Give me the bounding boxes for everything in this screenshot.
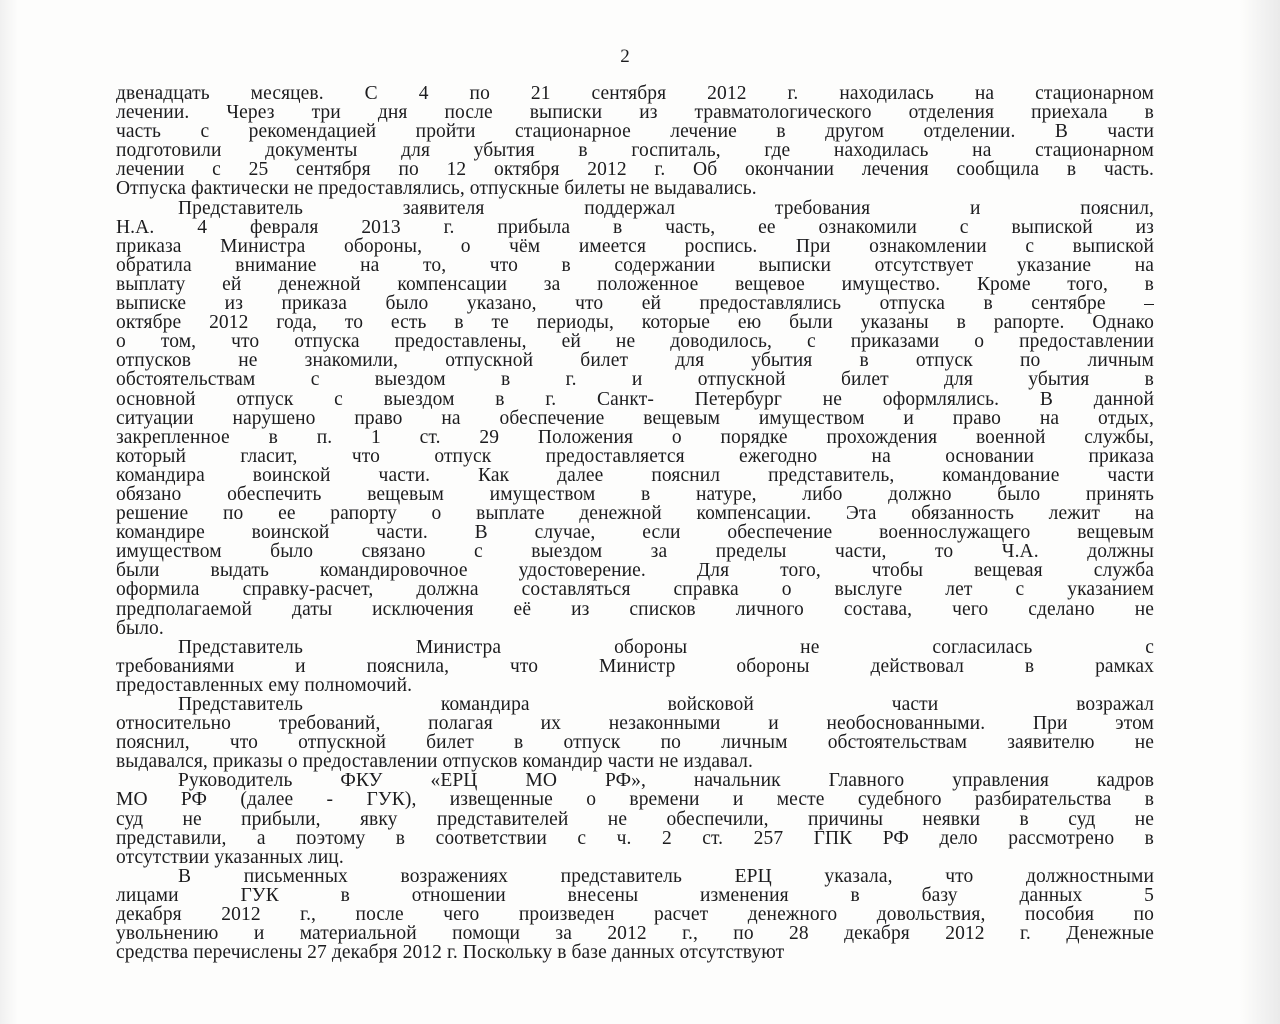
text-line [116, 867, 1154, 886]
text-line [116, 84, 1154, 103]
text-line [116, 561, 1154, 580]
text-line [116, 886, 1154, 905]
text-line [116, 103, 1154, 122]
line-text: Представитель Министра обороны не согласилась с [178, 636, 1154, 658]
line-text: двенадцать месяцев. С 4 по 21 сентября 2012 г. находилась на стационарном [116, 83, 1154, 104]
text-line [116, 428, 1154, 447]
line-text: средства перечислены 27 декабря 2012 г. Поскольку в базе данных отсутствуют [116, 942, 785, 964]
line-text: который гласит, что отпуск предоставляется ежегодно на основании приказа [116, 445, 1154, 467]
text-line [116, 370, 1154, 389]
line-text: декабря 2012 г., после чего произведен расчет денежного довольствия, пособия по [116, 904, 1154, 926]
line-text: предоставленных ему полномочий. [116, 674, 413, 696]
line-text: имуществом было связано с выездом за пределы части, то Ч.А. должны [116, 541, 1154, 563]
line-text: было. [116, 617, 164, 639]
text-line [116, 810, 1154, 829]
line-text: В письменных возражениях представитель ЕРЦ указала, что должностными [178, 865, 1154, 887]
text-line [116, 580, 1154, 599]
line-text: лечении с 25 сентября по 12 октября 2012 г. Об окончании лечения сообщила в часть. [116, 159, 1154, 181]
text-line [116, 905, 1154, 924]
text-line [116, 542, 1154, 561]
line-text: о том, что отпуска предоставлены, ей не доводилось, с приказами о предоставлении [116, 331, 1154, 353]
text-line [116, 199, 1154, 218]
text-line [116, 676, 1154, 695]
text-line [116, 218, 1154, 237]
line-text: отпусков не знакомили, отпускной билет для убытия в отпуск по личным [116, 350, 1154, 372]
text-line [116, 848, 1154, 867]
line-text: МО РФ (далее - ГУК), извещенные о времени и месте судебного разбирательства в [116, 789, 1154, 811]
text-line [116, 695, 1154, 714]
text-line [116, 943, 1154, 962]
text-line [116, 275, 1154, 294]
line-text: отсутствии указанных лиц. [116, 846, 344, 868]
line-text: лечении. Через три дня после выписки из травматологического отделения приехала в [116, 102, 1154, 124]
page-number: 2 [620, 46, 630, 67]
text-line [116, 313, 1154, 332]
line-text: пояснил, что отпускной билет в отпуск по личным обстоятельствам заявителю не [116, 732, 1154, 754]
text-line [116, 294, 1154, 313]
text-line [116, 829, 1154, 848]
text-line [116, 332, 1154, 351]
paragraph [116, 638, 1154, 695]
text-line [116, 409, 1154, 428]
line-text: Отпуска фактически не предоставлялись, отпускные билеты не выдавались. [116, 178, 757, 200]
text-line [116, 733, 1154, 752]
text-line [116, 351, 1154, 370]
line-text: закрепленное в п. 1 ст. 29 Положения о порядке прохождения военной службы, [116, 426, 1154, 448]
paragraph [116, 84, 1154, 199]
line-text: оформила справку-расчет, должна составляться справка о выслуге лет с указанием [116, 579, 1154, 601]
line-text: Руководитель ФКУ «ЕРЦ МО РФ», начальник Главного управления кадров [178, 770, 1154, 792]
line-text: Н.А. 4 февраля 2013 г. прибыла в часть, ее ознакомили с выпиской из [116, 216, 1154, 238]
line-text: выдавался, приказы о предоставлении отпусков командир части не издавал. [116, 751, 753, 773]
paragraph [116, 199, 1154, 638]
text-line [116, 447, 1154, 466]
paragraph [116, 771, 1154, 866]
line-text: предполагаемой даты исключения её из списков личного состава, чего сделано не [116, 598, 1154, 620]
text-line [116, 179, 1154, 198]
text-line [116, 504, 1154, 523]
text-line [116, 485, 1154, 504]
line-text: часть с рекомендацией пройти стационарное лечение в другом отделении. В части [116, 121, 1154, 143]
text-line [116, 237, 1154, 256]
line-text: обязано обеспечить вещевым имуществом в натуре, либо должно было принять [116, 483, 1154, 505]
paragraph [116, 695, 1154, 771]
text-line [116, 390, 1154, 409]
line-text: представили, а поэтому в соответствии с ч. 2 ст. 257 ГПК РФ дело рассмотрено в [116, 827, 1154, 849]
text-line [116, 752, 1154, 771]
text-line [116, 141, 1154, 160]
text-line [116, 256, 1154, 275]
line-text: относительно требований, полагая их незаконными и необоснованными. При этом [116, 713, 1154, 735]
text-line [116, 466, 1154, 485]
text-line [116, 638, 1154, 657]
line-text: основной отпуск с выездом в г. Санкт- Петербург не оформлялись. В данной [116, 388, 1154, 410]
line-text: обратила внимание на то, что в содержании выписки отсутствует указание на [116, 254, 1154, 276]
line-text: увольнению и материальной помощи за 2012 г., по 28 декабря 2012 г. Денежные [116, 923, 1154, 945]
text-line [116, 160, 1154, 179]
text-line [116, 924, 1154, 943]
text-line [116, 600, 1154, 619]
line-text: суд не прибыли, явку представителей не обеспечили, причины неявки в суд не [116, 808, 1154, 830]
document-body [116, 84, 1154, 962]
line-text: приказа Министра обороны, о чём имеется роспись. При ознакомлении с выпиской [116, 235, 1154, 257]
line-text: ситуации нарушено право на обеспечение вещевым имуществом и право на отдых, [116, 407, 1154, 429]
line-text: командира воинской части. Как далее пояснил представитель, командование части [116, 464, 1154, 486]
paragraph [116, 867, 1154, 962]
text-line [116, 619, 1154, 638]
text-line [116, 523, 1154, 542]
line-text: обстоятельствам с выездом в г. и отпускной билет для убытия в [116, 369, 1154, 391]
line-text: Представитель командира войсковой части возражал [178, 694, 1154, 715]
line-text: подготовили документы для убытия в госпиталь, где находилась на стационарном [116, 140, 1154, 162]
line-text: решение по ее рапорту о выплате денежной компенсации. Эта обязанность лежит на [116, 503, 1154, 525]
text-line [116, 790, 1154, 809]
text-line [116, 657, 1154, 676]
line-text: октябре 2012 года, то есть в те периоды, которые ею были указаны в рапорте. Однако [116, 312, 1154, 334]
text-line [116, 122, 1154, 141]
text-line [116, 771, 1154, 790]
line-text: требованиями и пояснила, что Министр обороны действовал в рамках [116, 655, 1154, 677]
line-text: выписке из приказа было указано, что ей предоставлялись отпуска в сентябре – [116, 293, 1154, 315]
line-text: командире воинской части. В случае, если обеспечение военнослужащего вещевым [116, 522, 1154, 544]
line-text: были выдать командировочное удостоверение. Для того, чтобы вещевая служба [116, 560, 1154, 582]
line-text: Представитель заявителя поддержал требования и пояснил, [178, 197, 1154, 219]
line-text: лицами ГУК в отношении внесены изменения в базу данных 5 [116, 884, 1154, 906]
line-text: выплату ей денежной компенсации за положенное вещевое имущество. Кроме того, в [116, 273, 1154, 295]
text-line [116, 714, 1154, 733]
